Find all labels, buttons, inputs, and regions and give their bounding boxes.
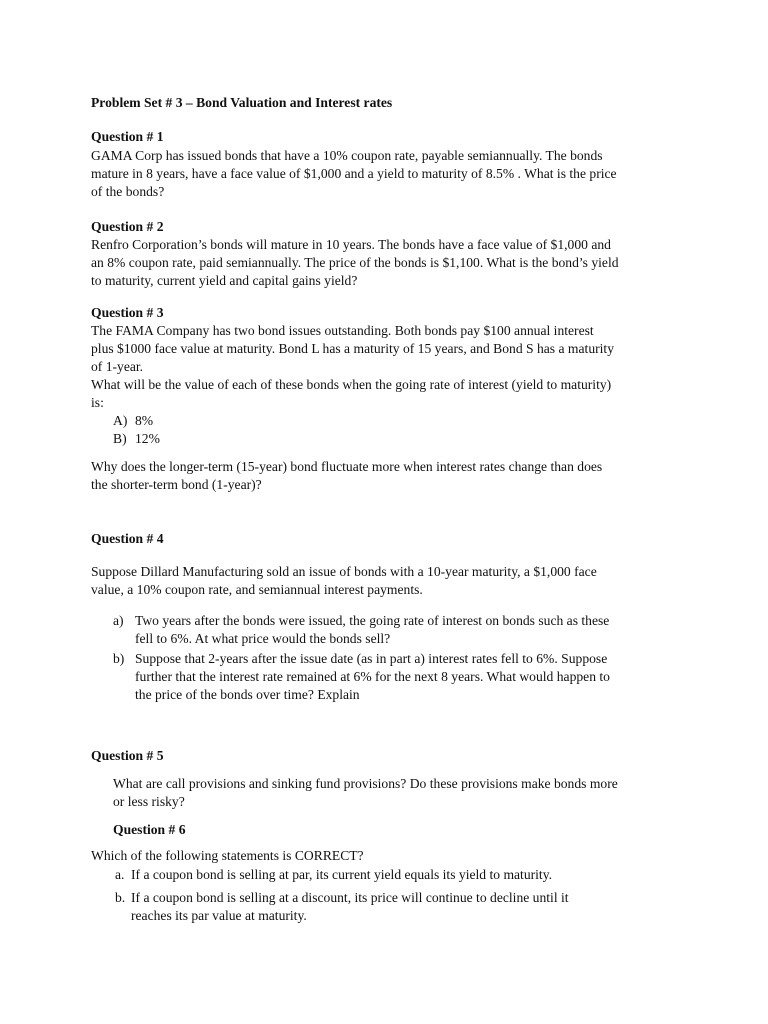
question-5-text <box>113 775 618 811</box>
choice-b-line: If a coupon bond is selling at a discount, its price will continue to decline until it <box>131 890 569 905</box>
question-3-followup-line: the shorter-term bond (1-year)? <box>91 477 262 492</box>
part-a-text <box>135 612 609 648</box>
choice-a-line: If a coupon bond is selling at par, its current yield equals its yield to maturity. <box>131 867 553 882</box>
question-2-line: to maturity, current yield and capital gains yield? <box>91 273 358 288</box>
question-1-heading: Question # 1 <box>91 129 164 144</box>
question-1-line: GAMA Corp has issued bonds that have a 10% coupon rate, payable semiannually. The bonds <box>91 148 603 163</box>
option-a-marker: A) <box>113 413 128 428</box>
question-3-followup-line: Why does the longer-term (15-year) bond fluctuate more when interest rates change than does <box>91 459 603 474</box>
question-2-line: an 8% coupon rate, paid semiannually. The price of the bonds is $1,100. What is the bond’s yield <box>91 255 619 270</box>
part-a-marker: a) <box>113 613 124 628</box>
question-4-heading: Question # 4 <box>91 531 164 546</box>
question-4-line: value, a 10% coupon rate, and semiannual interest payments. <box>91 582 423 597</box>
question-1-text <box>91 147 681 201</box>
choice-b-text <box>131 889 569 925</box>
choice-b-line: reaches its par value at maturity. <box>131 908 307 923</box>
question-5-line: What are call provisions and sinking fund provisions? Do these provisions make bonds more <box>113 776 618 791</box>
question-3-line: The FAMA Company has two bond issues outstanding. Both bonds pay $100 annual interest <box>91 323 594 338</box>
option-b-marker: B) <box>113 431 127 446</box>
question-2-line: Renfro Corporation’s bonds will mature in 10 years. The bonds have a face value of $1,000 and <box>91 237 611 252</box>
option-b-text: 12% <box>135 431 160 446</box>
choice-a-marker: a. <box>115 867 125 882</box>
choice-b-marker: b. <box>115 890 126 905</box>
question-4-text <box>91 563 681 599</box>
question-3-line: plus $1000 face value at maturity. Bond L has a maturity of 15 years, and Bond S has a maturity <box>91 341 614 356</box>
choice-a-text <box>131 866 552 884</box>
page-title: Problem Set # 3 – Bond Valuation and Interest rates <box>91 95 393 110</box>
question-5-line: or less risky? <box>113 794 185 809</box>
question-3-text <box>91 322 681 412</box>
question-3-line: is: <box>91 395 104 410</box>
part-a-line: Two years after the bonds were issued, the going rate of interest on bonds such as these <box>135 613 610 628</box>
question-1-line: of the bonds? <box>91 184 165 199</box>
question-6-heading: Question # 6 <box>113 822 186 837</box>
question-2-heading: Question # 2 <box>91 219 164 234</box>
part-b-line: further that the interest rate remained at 6% for the next 8 years. What would happen to <box>135 669 610 684</box>
question-4-line: Suppose Dillard Manufacturing sold an issue of bonds with a 10-year maturity, a $1,000 face <box>91 564 597 579</box>
question-3-line: What will be the value of each of these bonds when the going rate of interest (yield to maturity) <box>91 377 612 392</box>
question-3-heading: Question # 3 <box>91 305 164 320</box>
part-b-line: the price of the bonds over time? Explain <box>135 687 360 702</box>
part-b-line: Suppose that 2-years after the issue date (as in part a) interest rates fell to 6%. Suppose <box>135 651 608 666</box>
question-5-heading: Question # 5 <box>91 748 164 763</box>
part-a-line: fell to 6%. At what price would the bonds sell? <box>135 631 391 646</box>
question-3-followup <box>91 458 681 494</box>
question-6-intro: Which of the following statements is CORRECT? <box>91 848 364 863</box>
question-2-text <box>91 236 681 290</box>
question-3-line: of 1-year. <box>91 359 144 374</box>
question-1-line: mature in 8 years, have a face value of $1,000 and a yield to maturity of 8.5% . What is the price <box>91 166 617 181</box>
part-b-text <box>135 650 610 704</box>
part-b-marker: b) <box>113 651 125 666</box>
option-a-text: 8% <box>135 413 154 428</box>
